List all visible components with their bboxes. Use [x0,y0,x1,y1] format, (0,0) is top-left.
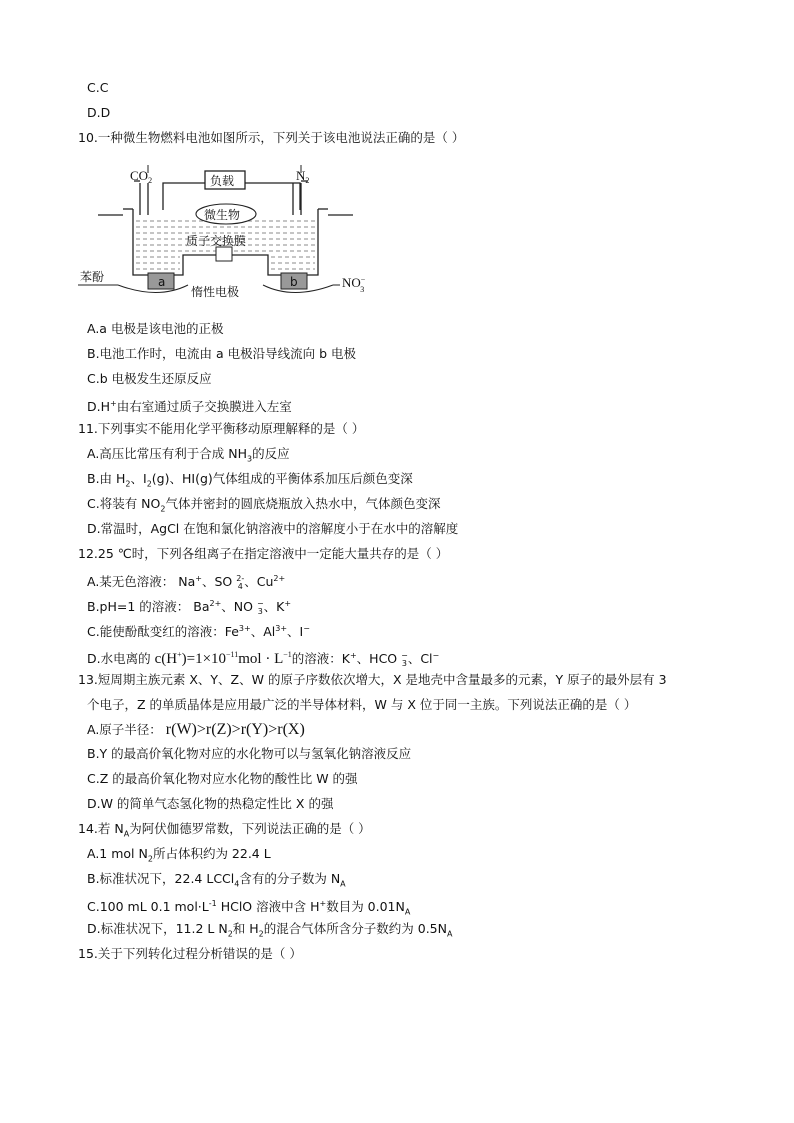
q14-option-b: B.标准状况下，22.4 LCCl$_4$含有的分子数为 $N_A$ [87,871,346,889]
q10-option-a: A.a 电极是该电池的正极 [87,321,224,336]
q11-option-d: D.常温时，AgCl 在饱和氯化钠溶液中的溶解度小于在水中的溶解度 [87,521,459,536]
q12-d-formula: $c(H^+)=1\times 10^{-11}mol \cdot L^{-1}$ [154,650,292,667]
q10-option-d: D.H+由右室通过质子交换膜进入左室 [87,399,292,415]
q13-stem-line1: 13.短周期主族元素 X、Y、Z、W 的原子序数依次增大，X 是地壳中含量最多的元素，Y 原子的最外层有 3 [78,672,667,687]
q13-option-d: D.W 的简单气态氢化物的热稳定性比 X 的强 [87,796,334,811]
option-c-prev: C.C [87,80,109,95]
membrane-label: 质子交换膜 [186,234,247,248]
q12-option-d: D.水电离的 $c(H^+)=1\times 10^{-11}mol \cdot L^{-1}$的溶液：K+、HCO − 3 、Cl− [87,650,440,668]
q14-stem: 14.若 $N_A$为阿伏伽德罗常数，下列说法正确的是（ ） [78,821,371,839]
q11-option-c: C.将装有 $NO_2$气体并密封的圆底烧瓶放入热水中，气体颜色变深 [87,496,441,514]
nitrate-label: NO− 3 [342,275,366,294]
co2-label: $CO_2$ [130,168,153,185]
electrode-b-label: b [290,275,298,289]
q10-option-c: C.b 电极发生还原反应 [87,371,212,386]
fuel-cell-diagram [78,165,378,305]
q11-option-a: A.高压比常压有利于合成 $NH_3$的反应 [87,446,290,464]
q12-option-c: C.能使酚酞变红的溶液：$Fe^{3+}$、$Al^{3+}$、I− [87,624,310,640]
n2-label: $N_2$ [296,168,310,185]
q12-stem: 12.25 ℃时，下列各组离子在指定溶液中一定能大量共存的是（ ） [78,546,449,561]
q12-option-a: A.某无色溶液： Na+、SO 2- 4 、$Cu^{2+}$ [87,573,286,591]
q10-option-b: B.电池工作时，电流由 a 电极沿导线流向 b 电极 [87,346,357,361]
option-d-prev: D.D [87,105,111,120]
q13-stem-line2: 个电子，Z 的单质晶体是应用最广泛的半导体材料，W 与 X 位于同一主族。下列说法正确的是（ ） [87,697,637,712]
q15-stem: 15.关于下列转化过程分析错误的是（ ） [78,946,302,961]
q11-stem: 11.下列事实不能用化学平衡移动原理解释的是（ ） [78,421,365,436]
q10-stem: 10.一种微生物燃料电池如图所示，下列关于该电池说法正确的是（ ） [78,130,465,145]
load-label: 负载 [210,174,235,188]
q14-option-d: D.标准状况下，11.2 L $N_2$和 $H_2$的混合气体所含分子数约为 $0.5N_A$ [87,921,453,939]
q11-option-b: B.由 $H_2$、$I_2(g)$、HI(g)气体组成的平衡体系加压后颜色变深 [87,471,413,489]
microbe-label: 微生物 [204,208,241,222]
q12-option-b: B.pH=1 的溶液： $Ba^{2+}$、NO − 3 、K+ [87,598,292,616]
phenol-label: 苯酚 [80,270,105,284]
q13-a-formula: r(W)>r(Z)>r(Y)>r(X) [165,721,305,738]
q13-option-c: C.Z 的最高价氧化物对应水化物的酸性比 W 的强 [87,771,358,786]
q14-option-a: A.1 mol $N_2$所占体积约为 22.4 L [87,846,271,864]
q13-option-a: A.原子半径： r(W)>r(Z)>r(Y)>r(X) [87,721,305,738]
q14-option-c: C.100 mL 0.1 $mol\cdot L^{-1}$ HClO 溶液中含 H+数目为 $0.01N_A$ [87,899,411,917]
electrode-a-label: a [158,275,166,289]
q13-option-b: B.Y 的最高价氧化物对应的水化物可以与氢氧化钠溶液反应 [87,746,412,761]
inert-electrode-label: 惰性电极 [191,285,240,299]
